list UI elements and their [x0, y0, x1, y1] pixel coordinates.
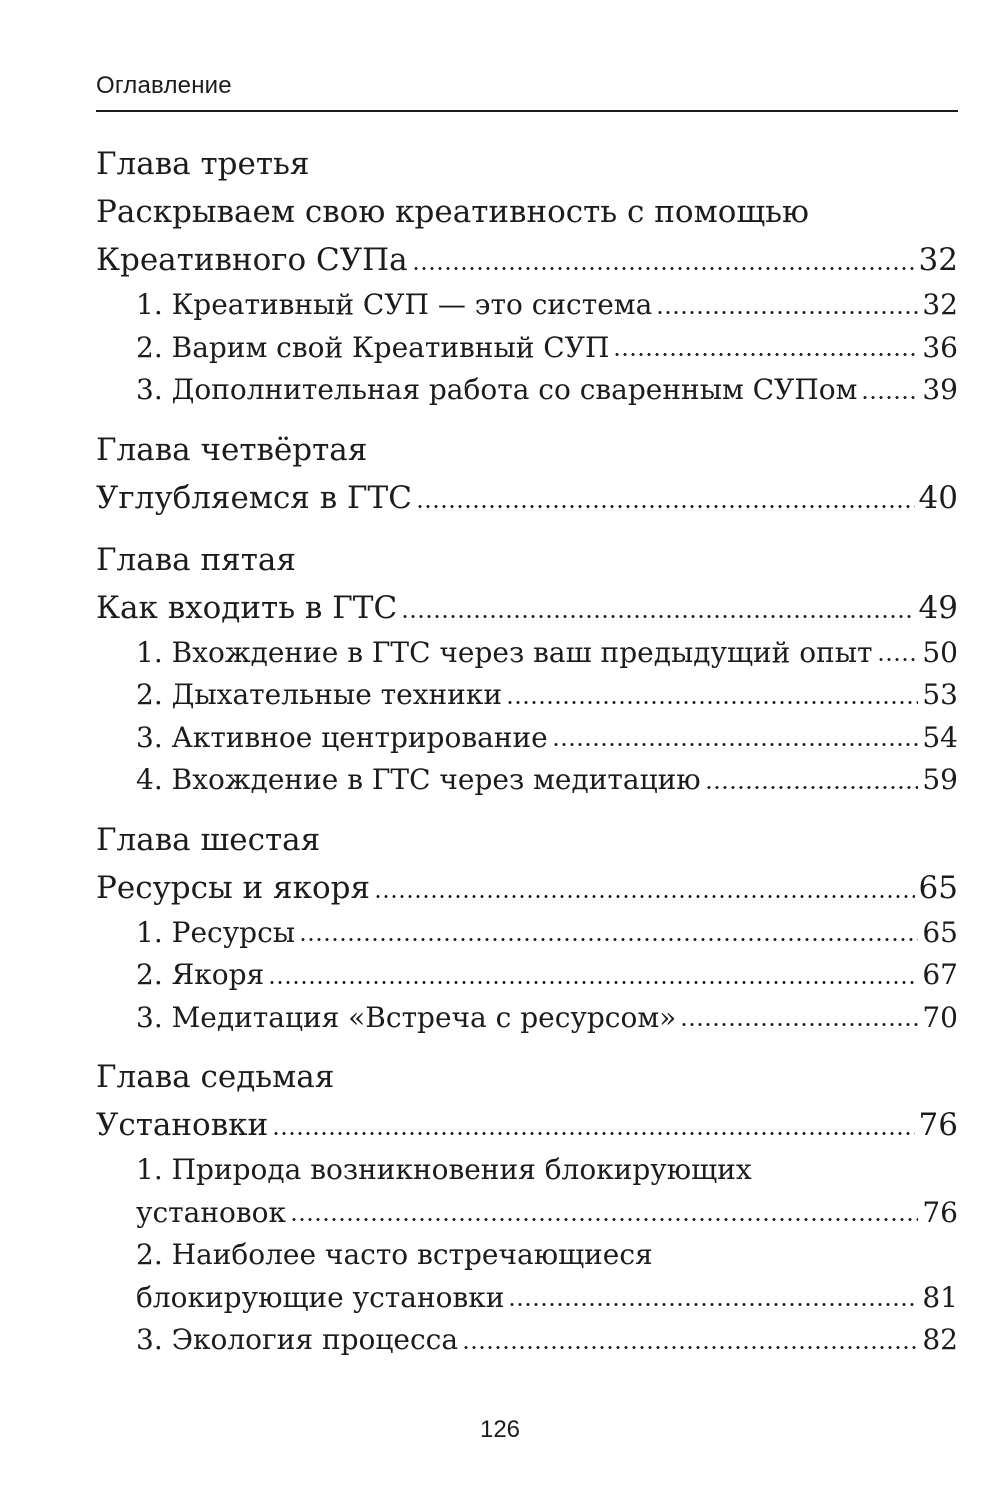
dot-leader	[374, 864, 914, 912]
section-entry[interactable]	[96, 632, 958, 675]
running-header: Оглавление	[96, 72, 232, 99]
page-ref: 53	[922, 678, 958, 711]
chapter-entry[interactable]	[96, 236, 958, 284]
chapter-3	[96, 140, 958, 412]
chapter-title: Ресурсы и якоря	[96, 869, 371, 906]
section-title-line: 1. Природа возникновения блокирующих	[136, 1153, 752, 1186]
dot-leader	[552, 717, 919, 760]
page-ref: 65	[922, 915, 958, 949]
section-entry[interactable]	[96, 674, 958, 717]
section-entry[interactable]	[96, 997, 958, 1040]
page-ref: 81	[922, 1280, 958, 1314]
chapter-label: Глава четвёртая	[96, 431, 368, 468]
page-ref: 70	[922, 1000, 958, 1034]
chapter-title: Углубляемся в ГТС	[96, 479, 412, 516]
page-number: 126	[479, 1416, 521, 1443]
section-title: 2. Якоря	[136, 958, 265, 991]
section-entry[interactable]	[96, 1192, 958, 1235]
section-entry[interactable]	[96, 369, 958, 412]
dot-leader	[680, 997, 918, 1040]
chapter-label: Глава шестая	[96, 821, 321, 858]
section-entry[interactable]	[96, 912, 958, 955]
section-title: 1. Ресурсы	[136, 915, 296, 949]
dot-leader	[290, 1192, 918, 1235]
page-ref: 49	[918, 589, 958, 626]
chapter-title-line: Раскрываем свою креативность с помощью	[96, 194, 810, 230]
dot-leader	[861, 369, 918, 412]
chapter-entry[interactable]	[96, 1101, 958, 1149]
page-ref: 76	[918, 1107, 958, 1143]
chapter-label: Глава седьмая	[96, 1059, 335, 1095]
chapter-title: Установки	[96, 1107, 269, 1143]
page-ref: 67	[922, 958, 958, 991]
page-ref: 65	[918, 869, 958, 906]
page-ref: 40	[918, 479, 958, 516]
header-rule	[96, 110, 958, 112]
chapter-title: Как входить в ГТС	[96, 589, 398, 626]
dot-leader	[272, 1101, 914, 1149]
section-title: 3. Медитация «Встреча с ресурсом»	[136, 1000, 677, 1034]
page-ref: 39	[922, 373, 958, 406]
page-ref: 54	[922, 720, 958, 754]
section-title: блокирующие установки	[136, 1280, 505, 1314]
page-ref: 32	[922, 288, 958, 321]
chapter-entry[interactable]	[96, 584, 958, 632]
section-title: 3. Дополнительная работа со сваренным СУПом	[136, 373, 858, 406]
page-ref: 59	[922, 763, 958, 796]
section-entry[interactable]	[96, 327, 958, 370]
dot-leader	[656, 284, 918, 327]
section-entry[interactable]	[96, 759, 958, 802]
section-entry[interactable]	[96, 284, 958, 327]
section-entry[interactable]	[96, 1319, 958, 1362]
page-ref: 76	[922, 1195, 958, 1229]
dot-leader	[299, 912, 918, 955]
chapter-label: Глава третья	[96, 146, 310, 182]
dot-leader	[412, 236, 915, 284]
section-title: установок	[136, 1195, 286, 1229]
dot-leader	[877, 632, 919, 675]
dot-leader	[462, 1319, 918, 1362]
section-title: 3. Активное центрирование	[136, 720, 548, 754]
page-ref: 36	[922, 330, 958, 364]
dot-leader	[268, 954, 918, 997]
chapter-entry[interactable]	[96, 864, 958, 912]
page-ref: 82	[922, 1323, 958, 1356]
section-title: 3. Экология процесса	[136, 1323, 459, 1356]
section-title: 4. Вхождение в ГТС через медитацию	[136, 763, 701, 796]
section-title: 2. Дыхательные техники	[136, 678, 502, 711]
chapter-label: Глава пятая	[96, 541, 296, 578]
page-ref: 32	[918, 242, 958, 278]
section-title-line: 2. Наиболее часто встречающиеся	[136, 1238, 653, 1271]
chapter-entry[interactable]	[96, 474, 958, 522]
chapter-4	[96, 426, 958, 522]
table-of-contents	[96, 140, 958, 1362]
section-title: 1. Вхождение в ГТС через ваш предыдущий опыт	[136, 635, 873, 669]
dot-leader	[416, 474, 915, 522]
chapter-title: Креативного СУПа	[96, 242, 408, 278]
chapter-7	[96, 1053, 958, 1362]
dot-leader	[508, 1277, 918, 1320]
dot-leader	[705, 759, 919, 802]
page-ref: 50	[922, 635, 958, 669]
dot-leader	[506, 674, 918, 717]
section-entry[interactable]	[96, 717, 958, 760]
section-entry[interactable]	[96, 1277, 958, 1320]
chapter-5	[96, 536, 958, 802]
chapter-6	[96, 816, 958, 1040]
section-entry[interactable]	[96, 954, 958, 997]
dot-leader	[613, 327, 918, 370]
section-title: 1. Креативный СУП — это система	[136, 288, 653, 321]
section-title: 2. Варим свой Креативный СУП	[136, 330, 610, 364]
dot-leader	[401, 584, 914, 632]
